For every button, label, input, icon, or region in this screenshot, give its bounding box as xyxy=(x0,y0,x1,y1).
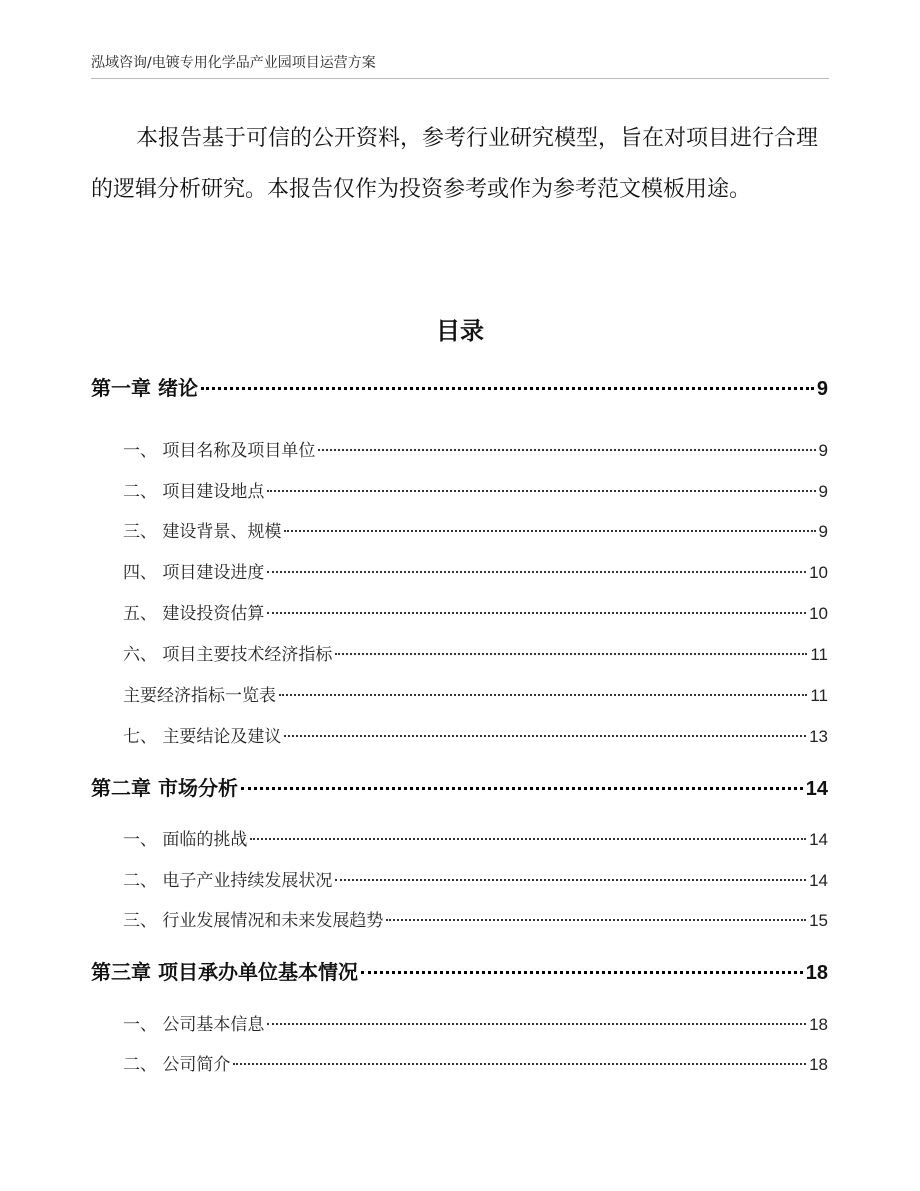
toc-entry-page: 18 xyxy=(809,1055,828,1074)
toc-entry-page: 14 xyxy=(809,830,828,849)
toc-section[interactable] xyxy=(91,599,828,624)
toc-chapter-2[interactable] xyxy=(91,772,828,801)
toc-entry-label: 二、 电子产业持续发展状况 xyxy=(123,871,333,891)
toc-leader-dots xyxy=(279,694,807,696)
toc-leader-dots xyxy=(267,612,806,614)
toc-chapter-3[interactable] xyxy=(91,956,828,985)
toc-entry-page: 11 xyxy=(810,645,828,664)
toc-entry-label: 第一章 绪论 xyxy=(91,376,198,400)
toc-leader-dots xyxy=(284,735,806,737)
toc-leader-dots xyxy=(250,838,806,840)
toc-chapter-1[interactable] xyxy=(91,372,828,401)
toc-entry-page: 14 xyxy=(809,871,828,890)
toc-entry-label: 主要经济指标一览表 xyxy=(123,686,276,706)
toc-section[interactable] xyxy=(91,640,828,665)
toc-entry-page: 11 xyxy=(810,686,828,705)
toc-title: 目录 xyxy=(436,317,484,345)
toc-leader-dots xyxy=(233,1063,806,1065)
toc-entry-label: 二、 项目建设地点 xyxy=(123,482,265,502)
toc-entry-label: 一、 项目名称及项目单位 xyxy=(123,441,316,461)
toc-entry-page: 9 xyxy=(818,482,828,501)
toc-leader-dots xyxy=(386,919,806,921)
toc-leader-dots xyxy=(241,787,803,790)
toc-section[interactable] xyxy=(91,1010,828,1035)
toc-leader-dots xyxy=(267,490,815,492)
toc-leader-dots xyxy=(267,571,806,573)
toc-leader-dots xyxy=(201,387,814,390)
toc-entry-label: 二、 公司简介 xyxy=(123,1055,231,1075)
toc-entry-label: 四、 项目建设进度 xyxy=(123,563,265,583)
toc-entry-page: 10 xyxy=(809,563,828,582)
toc-entry-label: 六、 项目主要技术经济指标 xyxy=(123,645,333,665)
intro-paragraph: 本报告基于可信的公开资料，参考行业研究模型，旨在对项目进行合理的逻辑分析研究。本报告仅作为投资参考或作为参考范文模板用途。 xyxy=(91,126,819,202)
toc-entry-page: 18 xyxy=(809,1015,828,1034)
toc-leader-dots xyxy=(335,653,807,655)
toc-leader-dots xyxy=(361,971,803,974)
toc-entry-label: 第二章 市场分析 xyxy=(91,776,238,800)
toc-entry-page: 9 xyxy=(818,522,828,541)
toc-section[interactable] xyxy=(91,558,828,583)
toc-entry-label: 七、 主要结论及建议 xyxy=(123,727,282,747)
toc-entry-label: 一、 公司基本信息 xyxy=(123,1015,265,1035)
toc-entry-page: 18 xyxy=(805,962,828,984)
toc-entry-page: 13 xyxy=(809,727,828,746)
toc-leader-dots xyxy=(267,1023,806,1025)
running-header: 泓域咨询/电镀专用化学品产业园项目运营方案 xyxy=(91,55,376,71)
toc-section[interactable] xyxy=(91,477,828,502)
toc-entry-label: 一、 面临的挑战 xyxy=(123,830,248,850)
toc-leader-dots xyxy=(318,449,815,451)
toc-entry-label: 五、 建设投资估算 xyxy=(123,604,265,624)
toc-entry-page: 9 xyxy=(816,378,828,400)
toc-section[interactable] xyxy=(91,906,828,931)
toc-section[interactable] xyxy=(91,517,828,542)
toc-section[interactable] xyxy=(91,825,828,850)
toc-entry-label: 第三章 项目承办单位基本情况 xyxy=(91,960,358,984)
toc-entry-page: 10 xyxy=(809,604,828,623)
toc-entry-page: 15 xyxy=(809,911,828,930)
toc-section[interactable] xyxy=(91,681,828,706)
toc-entry-page: 9 xyxy=(818,441,828,460)
header-divider xyxy=(91,78,829,79)
toc-leader-dots xyxy=(335,879,806,881)
toc-entry-label: 三、 建设背景、规模 xyxy=(123,522,282,542)
toc-entry-label: 三、 行业发展情况和未来发展趋势 xyxy=(123,911,384,931)
toc-entry-page: 14 xyxy=(805,778,828,800)
toc-section[interactable] xyxy=(91,436,828,461)
toc-section[interactable] xyxy=(91,866,828,891)
toc-section[interactable] xyxy=(91,722,828,747)
toc-section[interactable] xyxy=(91,1050,828,1075)
toc-leader-dots xyxy=(284,530,815,532)
